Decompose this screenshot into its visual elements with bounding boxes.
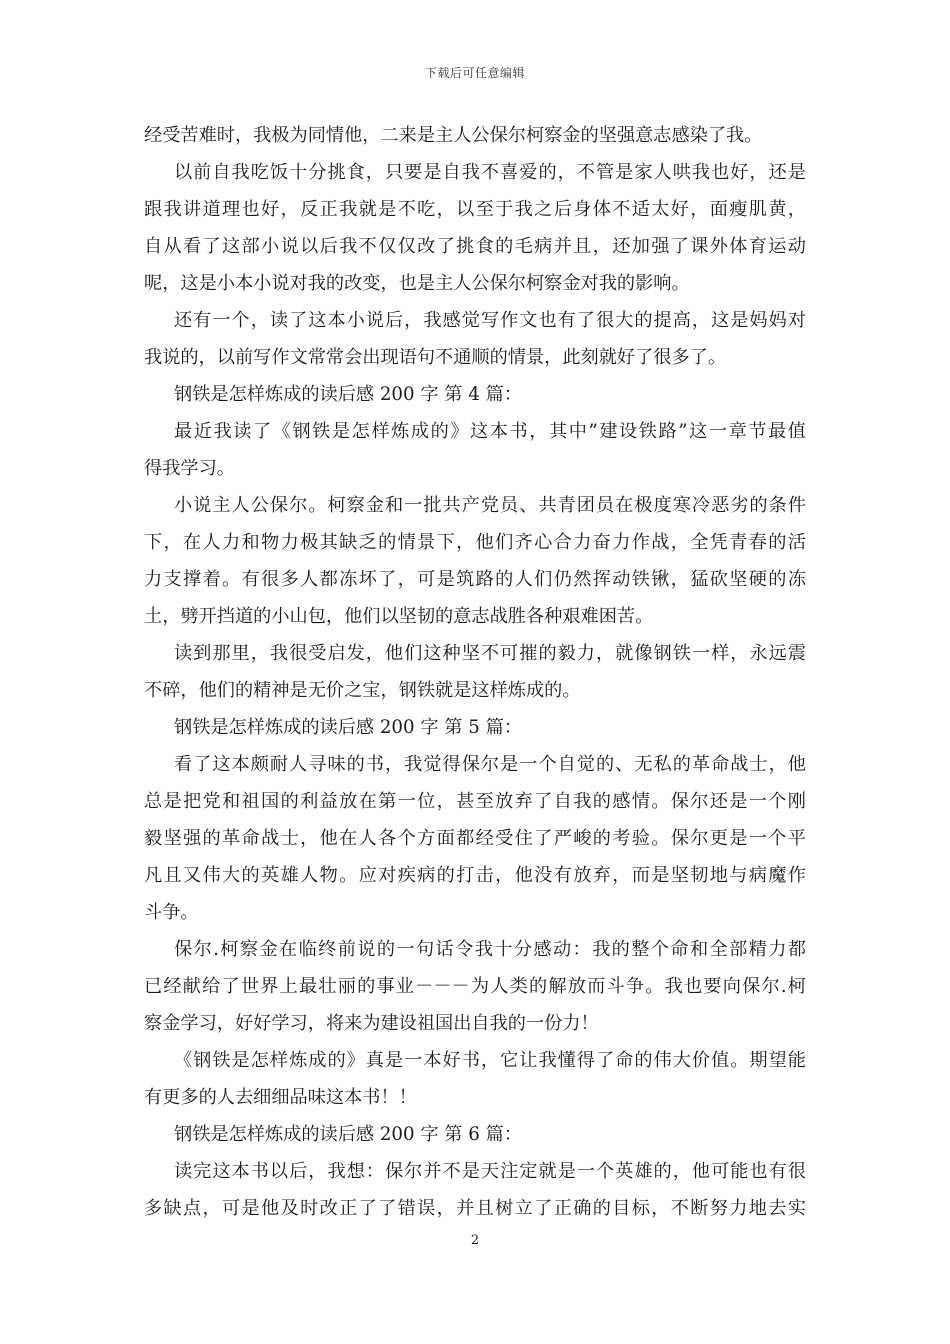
document-body <box>144 117 806 1227</box>
text-line: 钢铁是怎样炼成的读后感 200 字 第 6 篇： <box>174 1124 523 1145</box>
text-line: 保尔.柯察金在临终前说的一句话令我十分感动：我的整个命和全部精力都 <box>174 939 806 960</box>
text-line: 凡且又伟大的英雄人物。应对疾病的打击，他没有放弃，而是坚韧地与病魔作 <box>144 865 806 886</box>
text-line: 已经献给了世界上最壮丽的事业－－－为人类的解放而斗争。我也要向保尔.柯 <box>144 976 806 997</box>
text-line: 察金学习，好好学习，将来为建设祖国出自我的一份力！ <box>144 1013 599 1034</box>
page-number: 2 <box>470 1233 480 1248</box>
text-line: 小说主人公保尔。柯察金和一批共产党员、共青团员在极度寒冷恶劣的条件 <box>174 495 806 516</box>
text-line: 斗争。 <box>144 902 199 923</box>
text-line: 经受苦难时，我极为同情他，二来是主人公保尔柯察金的坚强意志感染了我。 <box>144 125 763 146</box>
text-line: 有更多的人去细细品味这本书！！ <box>144 1087 417 1108</box>
text-line: 自从看了这部小说以后我不仅仅改了挑食的毛病并且，还加强了课外体育运动 <box>144 236 806 257</box>
text-line: 力支撑着。有很多人都冻坏了，可是筑路的人们仍然挥动铁锹，猛砍坚硬的冻 <box>144 569 806 590</box>
text-line: 多缺点，可是他及时改正了了错误，并且树立了正确的目标，不断努力地去实 <box>144 1198 806 1219</box>
text-line: 《钢铁是怎样炼成的》真是一本好书，它让我懂得了命的伟大价值。期望能 <box>174 1050 806 1071</box>
text-line: 毅坚强的革命战士，他在人各个方面都经受住了严峻的考验。保尔更是一个平 <box>144 828 806 849</box>
text-line: 得我学习。 <box>144 458 235 479</box>
text-line: 看了这本颇耐人寻味的书，我觉得保尔是一个自觉的、无私的革命战士，他 <box>174 754 806 775</box>
text-line: 下，在人力和物力极其缺乏的情景下，他们齐心合力奋力作战，全凭青春的活 <box>144 532 806 553</box>
text-line: 钢铁是怎样炼成的读后感 200 字 第 4 篇： <box>174 384 523 405</box>
text-line: 总是把党和祖国的利益放在第一位，甚至放弃了自我的感情。保尔还是一个刚 <box>144 791 806 812</box>
text-line: 钢铁是怎样炼成的读后感 200 字 第 5 篇： <box>174 717 523 738</box>
text-line: 我说的，以前写作文常常会出现语句不通顺的情景，此刻就好了很多了。 <box>144 347 727 368</box>
text-line: 不碎，他们的精神是无价之宝，钢铁就是这样炼成的。 <box>144 680 581 701</box>
text-line: 以前自我吃饭十分挑食，只要是自我不喜爱的，不管是家人哄我也好，还是 <box>174 162 806 183</box>
text-line: 最近我读了《钢铁是怎样炼成的》这本书，其中”建设铁路”这一章节最值 <box>174 421 806 442</box>
text-line: 读到那里，我很受启发，他们这种坚不可摧的毅力，就像钢铁一样，永远震 <box>174 643 806 664</box>
page-header: 下载后可任意编辑 <box>424 66 525 80</box>
text-line: 读完这本书以后，我想：保尔并不是天注定就是一个英雄的，他可能也有很 <box>174 1161 806 1182</box>
text-line: 还有一个，读了这本小说后，我感觉写作文也有了很大的提高，这是妈妈对 <box>174 310 806 331</box>
text-line: 土，劈开挡道的小山包，他们以坚韧的意志战胜各种艰难困苦。 <box>144 606 654 627</box>
text-line: 呢，这是小本小说对我的改变，也是主人公保尔柯察金对我的影响。 <box>144 273 690 294</box>
text-line: 跟我讲道理也好，反正我就是不吃，以至于我之后身体不适太好，面瘦肌黄， <box>144 199 806 220</box>
